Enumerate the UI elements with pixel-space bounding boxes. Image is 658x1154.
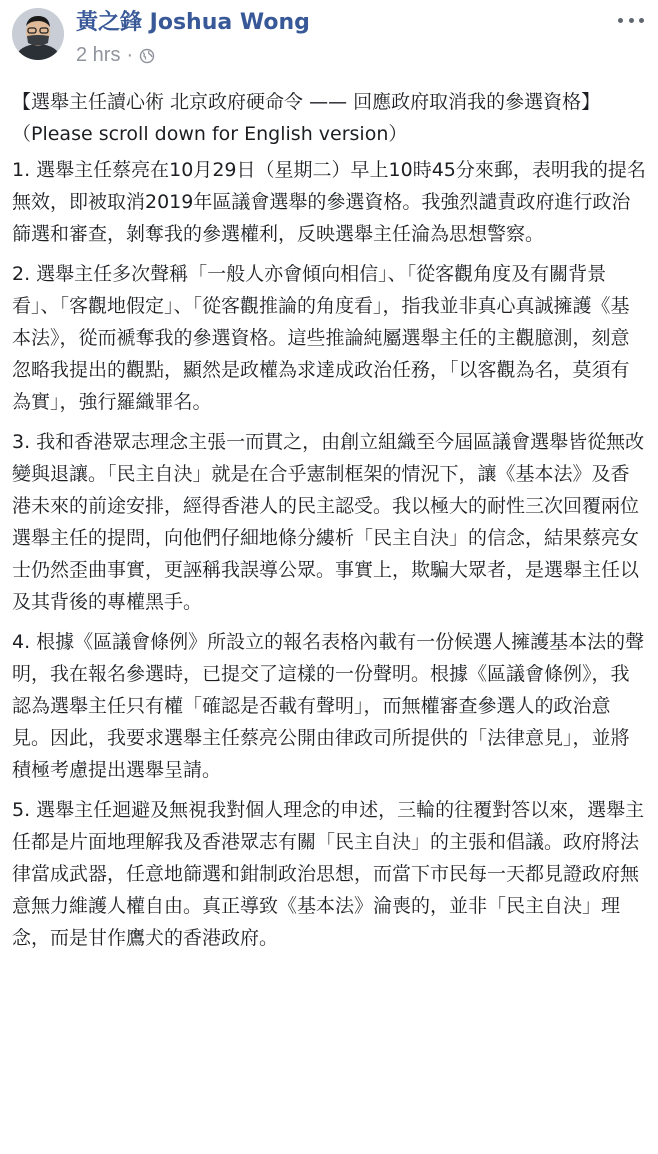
more-options-icon[interactable] (618, 10, 644, 30)
avatar[interactable] (12, 8, 64, 60)
timestamp[interactable]: 2 hrs (76, 43, 121, 66)
avatar-image (12, 8, 64, 60)
post-header (0, 0, 658, 84)
paragraph-4: 4. 根據《區議會條例》所設立的報名表格內載有一份候選人擁護基本法的聲明，我在報名參選時，已提交了這樣的一份聲明。根據《區議會條例》，我認為選舉主任只有權「確認是否載有聲明」，而無權審查參選人的政治意見。因此，我要求選舉主任蔡亮公開由律政司所提供的「法律意見」，並將積極考慮提出選舉呈請。 (12, 631, 645, 781)
english-version-note: （Please scroll down for English version） (12, 123, 408, 145)
paragraph-3: 3. 我和香港眾志理念主張一而貫之，由創立組織至今屆區議會選舉皆從無改變與退讓。「民主自決」就是在合乎憲制框架的情況下，讓《基本法》及香港未來的前途安排，經得香港人的民主認受。我以極大的耐性三次回覆兩位選舉主任的提問，向他們仔細地條分縷析「民主自決」的信念，結果蔡亮女士仍然歪曲事實，更誣稱我誤導公眾。事實上，欺騙大眾者，是選舉主任以及其背後的專權黑手。 (12, 431, 645, 613)
more-dot (618, 18, 623, 23)
globe-icon[interactable] (139, 47, 155, 63)
paragraph-5: 5. 選舉主任迴避及無視我對個人理念的申述，三輪的往覆對答以來，選舉主任都是片面地理解我及香港眾志有關「民主自決」的主張和倡議。政府將法律當成武器，任意地篩選和鉗制政治思想，而當下市民每一天都見證政府無意無力維護人權自由。真正導致《基本法》淪喪的，並非「民主自決」理念，而是甘作鷹犬的香港政府。 (12, 799, 645, 949)
meta-separator: · (126, 43, 134, 66)
paragraph-2: 2. 選舉主任多次聲稱「一般人亦會傾向相信」、「從客觀角度及有關背景看」、「客觀地假定」、「從客觀推論的角度看」，指我並非真心真誠擁護《基本法》，從而褫奪我的參選資格。這些推論純屬選舉主任的主觀臆測，刻意忽略我提出的觀點，顯然是政權為求達成政治任務，「以客觀為名，莫須有為實」，強行羅織罪名。 (12, 263, 630, 413)
post-body (12, 86, 646, 962)
more-dot (639, 18, 644, 23)
author-name[interactable]: 黃之鋒 Joshua Wong (76, 10, 310, 35)
post-meta (76, 42, 155, 68)
more-dot (629, 18, 634, 23)
paragraph-1: 1. 選舉主任蔡亮在10月29日（星期二）早上10時45分來郵，表明我的提名無效，即被取消2019年區議會選舉的參選資格。我強烈譴責政府進行政治篩選和審查，剝奪我的參選權利，反映選舉主任淪為思想警察。 (12, 159, 646, 245)
post-title: 【選舉主任讀心術 北京政府硬命令 —— 回應政府取消我的參選資格】 (12, 91, 601, 113)
